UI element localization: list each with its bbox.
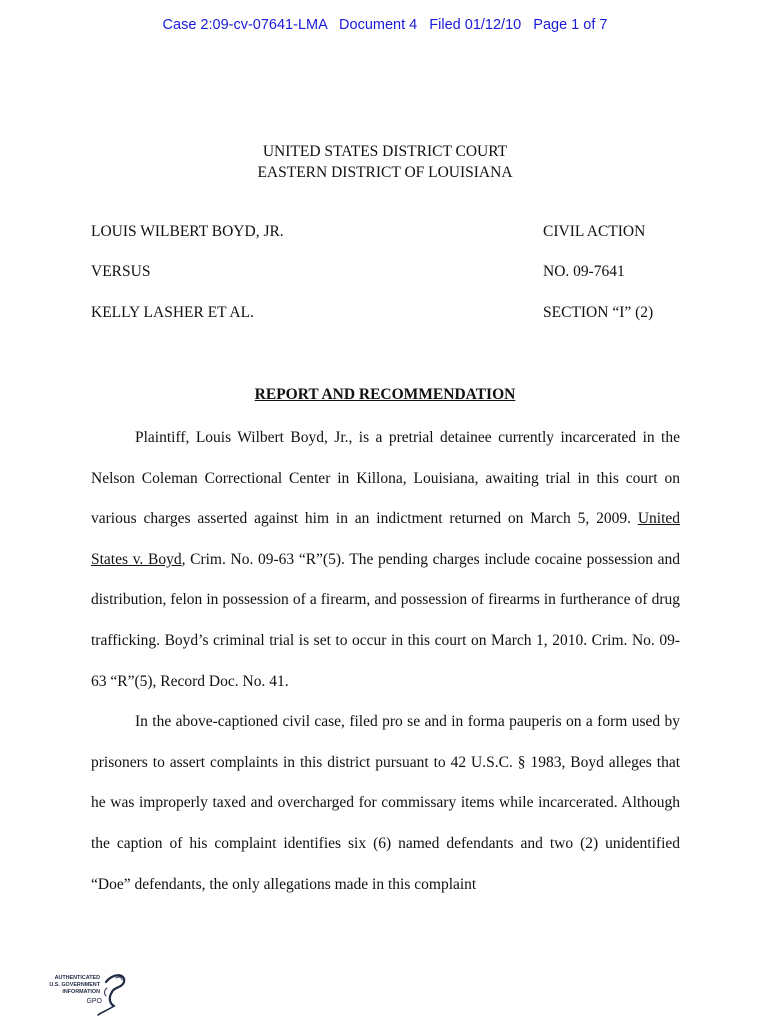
seal-line-2: U.S. GOVERNMENT — [49, 982, 100, 988]
document-body — [91, 418, 680, 905]
court-heading — [0, 141, 770, 183]
court-name: UNITED STATES DISTRICT COURT — [262, 143, 508, 160]
civil-action-label: CIVIL ACTION — [543, 223, 646, 240]
seal-line-3: INFORMATION — [62, 989, 100, 995]
eagle-emblem-icon — [98, 975, 124, 1015]
document-title: REPORT AND RECOMMENDATION — [254, 386, 516, 403]
court-district: EASTERN DISTRICT OF LOUISIANA — [257, 164, 513, 181]
paragraph-2: In the above-captioned civil case, filed pro se and in forma pauperis on a form used by prisoners to assert complaints in this district pursuant to 42 U.S.C. § 1983, Boyd alleges that he was improperly taxed and overcharged for commissary items while incarcerated. Although the caption of his complaint identifies six (6) named defendants and two (2) unidentified “Doe” defendants, the only allegations made in this complaint — [91, 713, 680, 893]
paragraph-1 — [91, 418, 680, 702]
case-header-stamp: Case 2:09-cv-07641-LMA Document 4 Filed 01/12/10 Page 1 of 7 — [162, 17, 608, 33]
seal-line-4: GPO — [86, 998, 102, 1005]
case-citation: United States v. Boyd — [91, 510, 680, 568]
case-number: NO. 09-7641 — [543, 263, 625, 280]
defendant-name: KELLY LASHER ET AL. — [91, 304, 254, 321]
seal-line-1: AUTHENTICATED — [54, 975, 100, 981]
plaintiff-name: LOUIS WILBERT BOYD, JR. — [91, 223, 284, 240]
section-label: SECTION “I” (2) — [543, 304, 654, 321]
paragraph-1-text-a: Plaintiff, Louis Wilbert Boyd, Jr., is a pretrial detainee currently incarcerated in the Nelson Coleman Correctional Center in Killona, Louisiana, awaiting trial in this court on various charges asserted against him in an indictment returned on March 5, 2009. — [91, 429, 680, 528]
versus-label: VERSUS — [91, 263, 151, 280]
paragraph-1-text-b: , Crim. No. 09-63 “R”(5). The pending charges include cocaine possession and distribution, felon in possession of a firearm, and possession of firearms in furtherance of drug trafficking. Boyd’s criminal trial is set to occur in this court on March 1, 2010. Crim. No. 09-63 “R”(5), Record Doc. No. 41. — [91, 550, 681, 690]
gpo-authentication-seal — [44, 970, 130, 1018]
